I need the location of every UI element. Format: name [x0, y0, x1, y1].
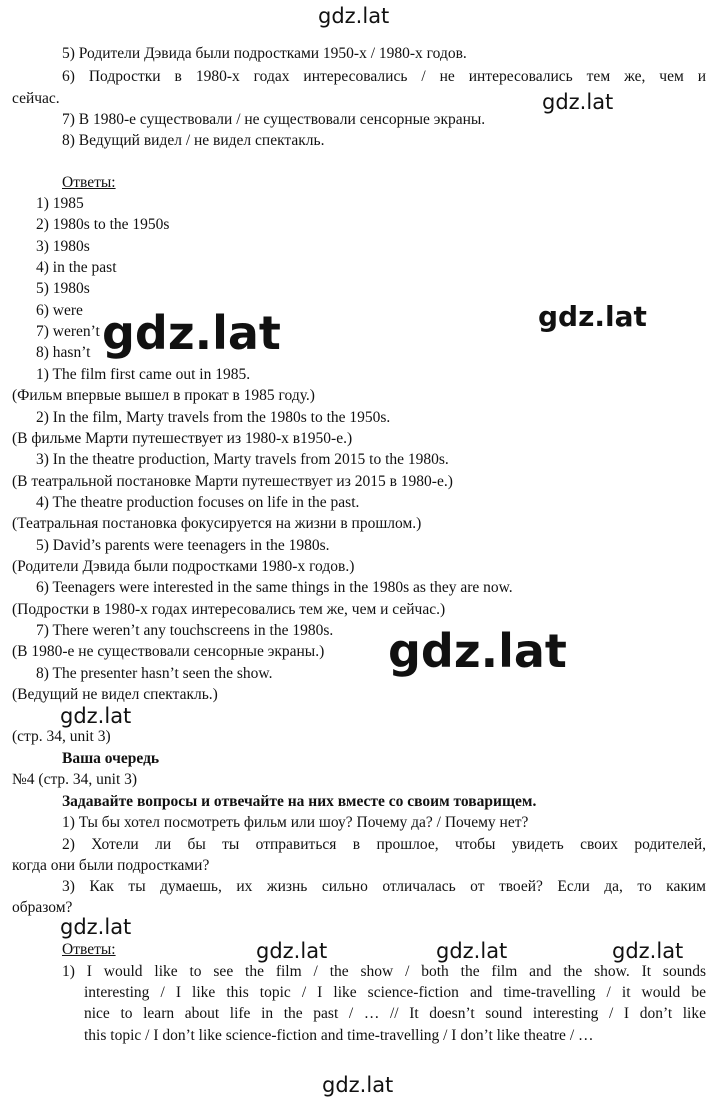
page-reference: (стр. 34, unit 3): [12, 728, 111, 745]
watermark: gdz.lat: [322, 1073, 394, 1097]
full-answer: 1) The film first came out in 1985.: [36, 366, 251, 383]
task-question: образом?: [12, 899, 73, 916]
watermark: gdz.lat: [60, 915, 132, 939]
full-answer: 5) David’s parents were teenagers in the 1980s.: [36, 537, 330, 554]
watermark: gdz.lat: [60, 704, 132, 728]
answer-translation: (Фильм впервые вышел в прокат в 1985 году.): [12, 387, 315, 404]
task-instruction: Задавайте вопросы и отвечайте на них вместе со своим товарищем.: [62, 793, 537, 810]
watermark: gdz.lat: [612, 939, 684, 963]
question-line: сейчас.: [12, 90, 60, 107]
short-answer: 5) 1980s: [36, 280, 90, 297]
question-line: 5) Родители Дэвида были подростками 1950-х / 1980-х годов.: [62, 45, 467, 62]
task-question: когда они были подростками?: [12, 857, 210, 874]
full-answer: 7) There weren’t any touchscreens in the 1980s.: [36, 622, 334, 639]
answer-paragraph-line: this topic / I don’t like science-fiction and time-travelling / I don’t like theatre / …: [84, 1027, 594, 1044]
section-title: Ваша очередь: [62, 750, 160, 767]
watermark: gdz.lat: [256, 939, 328, 963]
answer-paragraph-line: interesting / I like this topic / I like science-fiction and time-travelling / it would be: [84, 984, 706, 1001]
task-reference: №4 (стр. 34, unit 3): [12, 771, 138, 788]
short-answer: 7) weren’t: [36, 323, 100, 340]
short-answer: 3) 1980s: [36, 238, 90, 255]
answer-paragraph-line: nice to learn about life in the past / … // It doesn’t sound interesting / I don’t like: [84, 1005, 706, 1022]
question-line: 7) В 1980-е существовали / не существовали сенсорные экраны.: [62, 111, 486, 128]
answer-paragraph-line: 1) I would like to see the film / the show / both the film and the show. It sounds: [62, 963, 706, 980]
watermark: gdz.lat: [388, 624, 567, 678]
full-answer: 4) The theatre production focuses on life in the past.: [36, 494, 360, 511]
question-line: 8) Ведущий видел / не видел спектакль.: [62, 132, 325, 149]
short-answer: 4) in the past: [36, 259, 117, 276]
answers-heading: Ответы:: [62, 941, 116, 958]
answers-heading: Ответы:: [62, 174, 116, 191]
short-answer: 2) 1980s to the 1950s: [36, 216, 170, 233]
task-question: 1) Ты бы хотел посмотреть фильм или шоу? Почему да? / Почему нет?: [62, 814, 529, 831]
task-question: 2) Хотели ли бы ты отправиться в прошлое, чтобы увидеть своих родителей,: [62, 836, 706, 853]
answer-translation: (В 1980-е не существовали сенсорные экраны.): [12, 643, 325, 660]
short-answer: 8) hasn’t: [36, 344, 91, 361]
task-question: 3) Как ты думаешь, их жизнь сильно отличалась от твоей? Если да, то каким: [62, 878, 706, 895]
watermark: gdz.lat: [318, 4, 390, 28]
short-answer: 6) were: [36, 302, 83, 319]
watermark: gdz.lat: [542, 90, 614, 114]
answer-translation: (Подростки в 1980-х годах интересовались тем же, чем и сейчас.): [12, 601, 446, 618]
answer-translation: (Ведущий не видел спектакль.): [12, 686, 218, 703]
full-answer: 3) In the theatre production, Marty travels from 2015 to the 1980s.: [36, 451, 449, 468]
full-answer: 2) In the film, Marty travels from the 1980s to the 1950s.: [36, 409, 391, 426]
watermark: gdz.lat: [538, 300, 647, 333]
answer-translation: (В театральной постановке Марти путешествует из 2015 в 1980-е.): [12, 473, 453, 490]
full-answer: 8) The presenter hasn’t seen the show.: [36, 665, 273, 682]
full-answer: 6) Teenagers were interested in the same things in the 1980s as they are now.: [36, 579, 513, 596]
question-line: 6) Подростки в 1980-х годах интересовались / не интересовались тем же, чем и: [62, 68, 706, 85]
short-answer: 1) 1985: [36, 195, 84, 212]
answer-translation: (В фильме Марти путешествует из 1980-х в1950-е.): [12, 430, 353, 447]
watermark: gdz.lat: [102, 306, 281, 360]
answer-translation: (Родители Дэвида были подростками 1980-х годов.): [12, 558, 355, 575]
watermark: gdz.lat: [436, 939, 508, 963]
answer-translation: (Театральная постановка фокусируется на жизни в прошлом.): [12, 515, 422, 532]
